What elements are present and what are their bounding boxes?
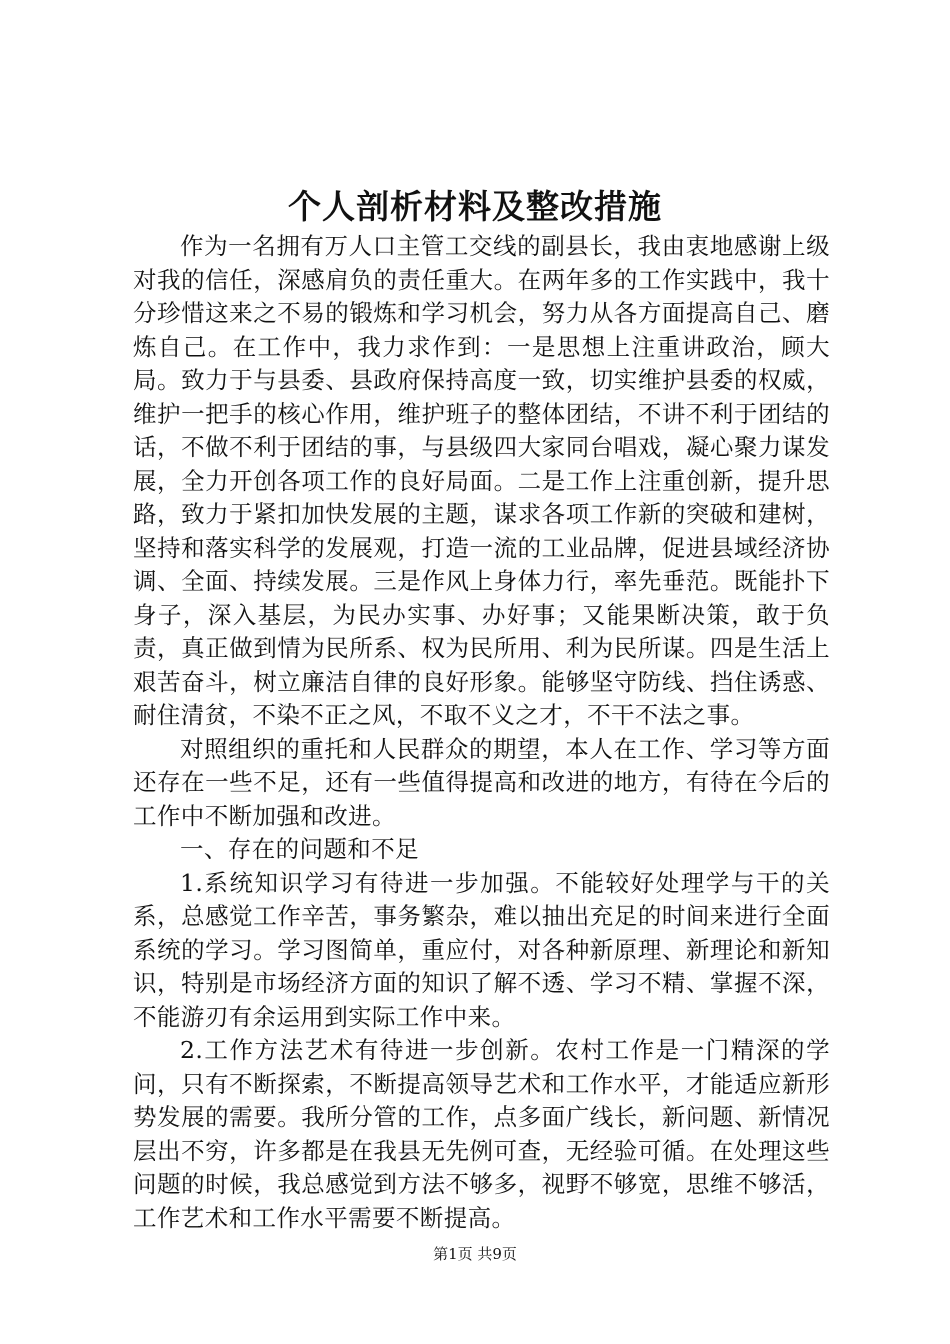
issue-2-paragraph: 2.工作方法艺术有待进一步创新。农村工作是一门精深的学问，只有不断探索，不断提高领导艺术和工作水平，才能适应新形势发展的需要。我所分管的工作，点多面广线长，新问题、新情况层出不穷，许多都是在我县无先例可查，无经验可循。在处理这些问题的时候，我总感觉到方法不够多，视野不够宽，思维不够活，工作艺术和工作水平需要不断提高。 <box>133 1036 830 1232</box>
comparison-paragraph: 对照组织的重托和人民群众的期望，本人在工作、学习等方面还存在一些不足，还有一些值得提高和改进的地方，有待在今后的工作中不断加强和改进。 <box>133 734 830 830</box>
page-number-footer: 第1页 共9页 <box>433 1245 517 1263</box>
intro-paragraph: 作为一名拥有万人口主管工交线的副县长，我由衷地感谢上级对我的信任，深感肩负的责任重大。在两年多的工作实践中，我十分珍惜这来之不易的锻炼和学习机会，努力从各方面提高自己、磨炼自己。在工作中，我力求作到：一是思想上注重讲政治，顾大局。致力于与县委、县政府保持高度一致，切实维护县委的权威，维护一把手的核心作用，维护班子的整体团结，不讲不利于团结的话，不做不利于团结的事，与县级四大家同台唱戏，凝心聚力谋发展，全力开创各项工作的良好局面。二是工作上注重创新，提升思路，致力于紧扣加快发展的主题，谋求各项工作新的突破和建树，坚持和落实科学的发展观，打造一流的工业品牌，促进县域经济协调、全面、持续发展。三是作风上身体力行，率先垂范。既能扑下身子，深入基层，为民办实事、办好事；又能果断决策，敢于负责，真正做到情为民所系、权为民所用、利为民所谋。四是生活上艰苦奋斗，树立廉洁自律的良好形象。能够坚守防线、挡住诱惑、耐住清贫，不染不正之风，不取不义之才，不干不法之事。 <box>133 232 830 729</box>
issue-1-paragraph: 1.系统知识学习有待进一步加强。不能较好处理学与干的关系，总感觉工作辛苦，事务繁杂，难以抽出充足的时间来进行全面系统的学习。学习图简单，重应付，对各种新原理、新理论和新知识，特别是市场经济方面的知识了解不透、学习不精、掌握不深，不能游刃有余运用到实际工作中来。 <box>133 868 830 1031</box>
document-body <box>133 230 830 1235</box>
section-heading: 一、存在的问题和不足 <box>180 835 419 863</box>
document-title: 个人剖析材料及整改措施 <box>288 187 662 226</box>
